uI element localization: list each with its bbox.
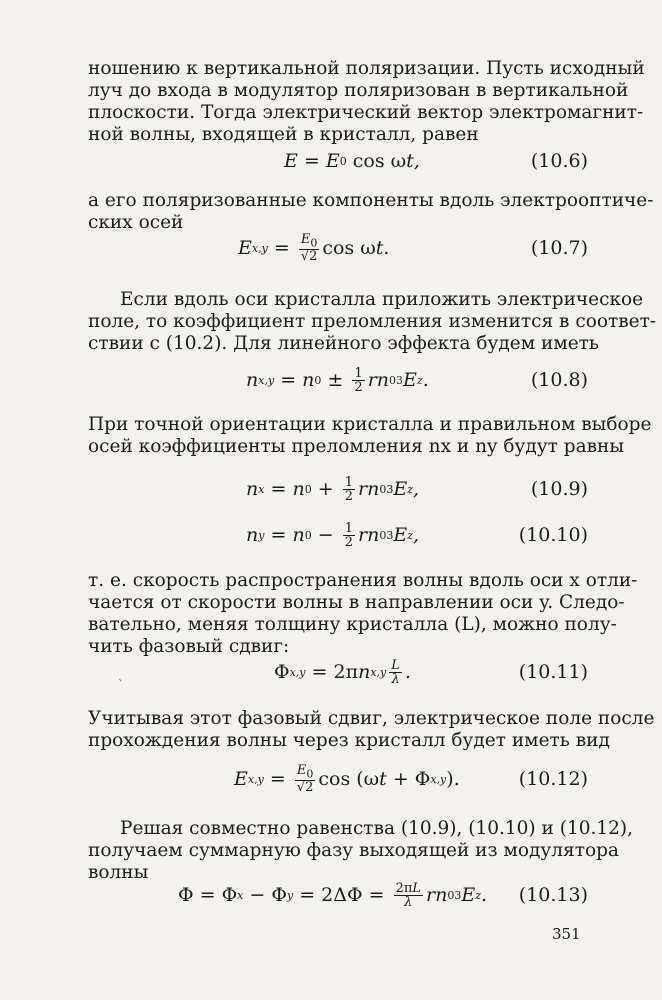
equation-formula: n x = n 0 + $\frac{1}{2}$ rn 0 3 E z , bbox=[246, 474, 420, 504]
equation-number: (10.10) bbox=[518, 524, 588, 546]
equation-10-12 bbox=[88, 759, 588, 799]
equation-formula: E x,y = $\frac{E_0}{√2}$ cos (ω t + Φ x,y ). bbox=[234, 762, 460, 796]
text-line: а его поляризованные компоненты вдоль электрооптиче- bbox=[88, 190, 654, 211]
equation-number: (10.7) bbox=[530, 237, 588, 259]
equation-10-7 bbox=[88, 228, 588, 268]
page-number: 351 bbox=[552, 925, 581, 943]
paragraph-1 bbox=[88, 58, 645, 146]
print-speck: ˋ bbox=[118, 678, 124, 692]
paragraph-5 bbox=[88, 570, 638, 658]
paragraph-4 bbox=[88, 414, 652, 458]
text-line: ских осей bbox=[88, 212, 184, 233]
equation-10-11 bbox=[88, 652, 588, 692]
text-line: Решая совместно равенства (10.9), (10.10) и (10.12), bbox=[120, 818, 634, 839]
equation-10-10 bbox=[88, 515, 588, 555]
equation-number: (10.8) bbox=[530, 369, 588, 391]
text-line: т. е. скорость распространения волны вдоль оси x отли- bbox=[88, 570, 638, 591]
equation-formula: n y = n 0 − $\frac{1}{2}$ rn 0 3 E z , bbox=[246, 520, 420, 550]
text-line: плоскости. Тогда электрический вектор электромагнит- bbox=[88, 102, 644, 123]
text-line: Если вдоль оси кристалла приложить электрическое bbox=[120, 289, 644, 310]
text-line: чается от скорости волны в направлении оси y. Следо- bbox=[88, 592, 625, 613]
paragraph-6 bbox=[88, 708, 655, 752]
text-line: Учитывая этот фазовый сдвиг, электрическое поле после bbox=[88, 708, 655, 729]
equation-number: (10.9) bbox=[530, 478, 588, 500]
text-line: волны bbox=[88, 862, 149, 883]
equation-10-8 bbox=[88, 360, 588, 400]
equation-formula: n x,y = n 0 ± $\frac{1}{2}$ rn 0 3 E z . bbox=[246, 365, 429, 395]
text-line: ной волны, входящей в кристалл, равен bbox=[88, 124, 479, 145]
equation-number: (10.6) bbox=[530, 150, 588, 172]
text-line: осей коэффициенты преломления nx и ny будут равны bbox=[88, 436, 625, 457]
equation-10-9 bbox=[88, 469, 588, 509]
text-line: получаем суммарную фазу выходящей из модулятора bbox=[88, 840, 619, 861]
paragraph-3 bbox=[88, 289, 657, 355]
equation-number: (10.13) bbox=[518, 884, 588, 906]
text-line: ствии с (10.2). Для линейного эффекта будем иметь bbox=[88, 333, 599, 354]
text-line: чить фазовый сдвиг: bbox=[88, 636, 290, 657]
equation-formula: Φ = Φ x − Φ y = 2ΔΦ = $\frac{2\pi L}{\lambda}$ rn 0 3 E z . bbox=[178, 880, 488, 910]
equation-formula: E x,y = $\frac{E_0}{√2}$ cos ω t. bbox=[238, 231, 390, 265]
text-line: поле, то коэффициент преломления изменится в соответ- bbox=[88, 311, 657, 332]
text-line: При точной ориентации кристалла и правильном выборе bbox=[88, 414, 652, 435]
text-line: луч до входа в модулятор поляризован в вертикальной bbox=[88, 80, 629, 101]
equation-number: (10.12) bbox=[518, 768, 588, 790]
equation-number: (10.11) bbox=[518, 661, 588, 683]
text-line: вательно, меняя толщину кристалла (L), можно полу- bbox=[88, 614, 617, 635]
equation-formula: Φ x,y = 2π n x,y $\frac{L}{\lambda}$ . bbox=[274, 657, 411, 687]
equation-formula: E = E 0 cos ω t, bbox=[284, 150, 420, 172]
equation-10-13 bbox=[88, 875, 588, 915]
text-line: прохождения волны через кристалл будет иметь вид bbox=[88, 730, 610, 751]
text-line: ношению к вертикальной поляризации. Пусть исходный bbox=[88, 58, 645, 79]
equation-10-6 bbox=[88, 141, 588, 181]
